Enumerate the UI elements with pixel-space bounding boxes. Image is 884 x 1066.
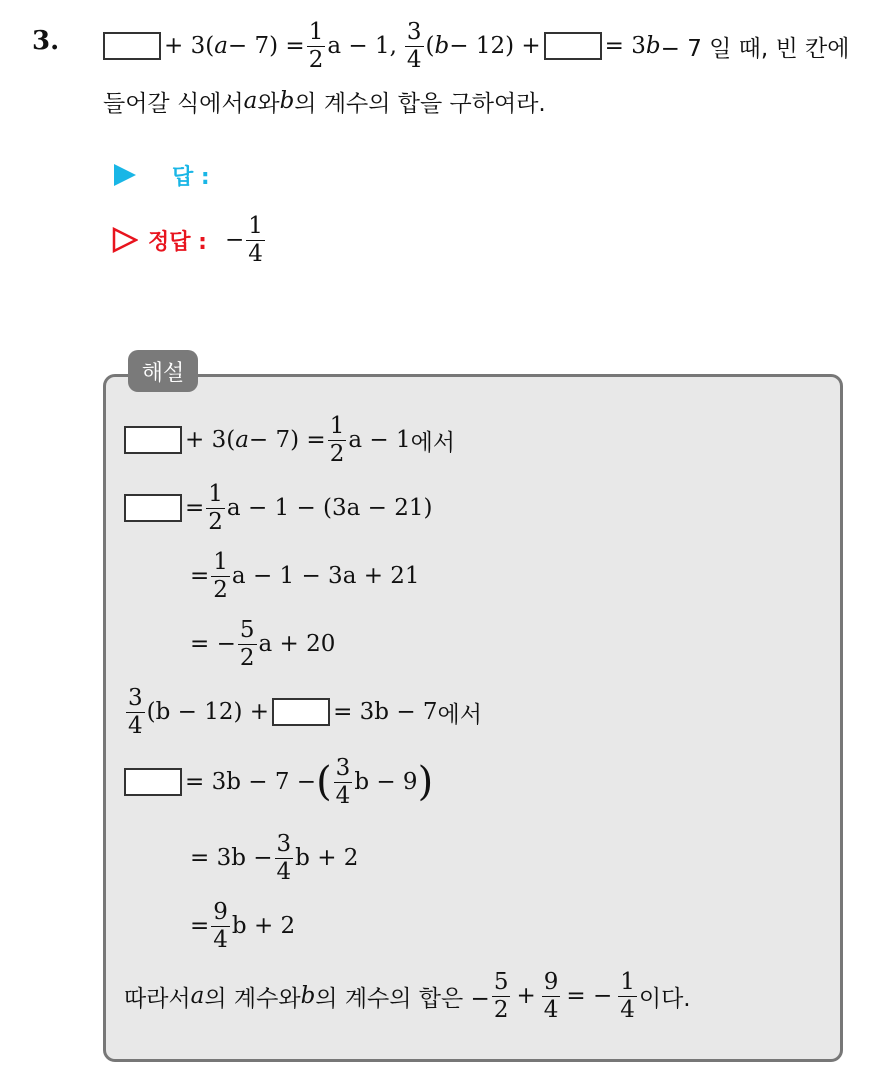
text: = 3 bbox=[604, 33, 646, 59]
text: = 3b − 7 − bbox=[185, 769, 317, 795]
numerator: 3 bbox=[128, 684, 143, 711]
numerator: 3 bbox=[335, 754, 351, 781]
var-b: b bbox=[434, 33, 450, 59]
solution-line-2 bbox=[124, 480, 433, 536]
blank-box bbox=[124, 426, 182, 454]
var-a: a bbox=[214, 33, 228, 59]
denominator: 4 bbox=[213, 926, 228, 953]
denominator: 4 bbox=[335, 782, 351, 809]
text: 이다. bbox=[638, 985, 691, 1012]
numerator: 1 bbox=[208, 480, 223, 507]
text: 따라서 bbox=[124, 985, 191, 1012]
text: b + 2 bbox=[231, 913, 296, 939]
solution-line-5 bbox=[124, 684, 482, 740]
text: (b − 12) + bbox=[146, 699, 270, 725]
denominator: 4 bbox=[276, 858, 292, 885]
denominator: 2 bbox=[308, 46, 324, 73]
text: ( bbox=[425, 33, 435, 59]
denominator: 4 bbox=[248, 240, 263, 267]
var-a: a bbox=[243, 88, 258, 114]
numerator: 1 bbox=[213, 548, 228, 575]
text: a − 1 − 3a + 21 bbox=[231, 563, 420, 589]
solution-line-8 bbox=[190, 898, 295, 954]
answer-row bbox=[112, 160, 210, 190]
solution-line-1 bbox=[124, 412, 455, 468]
fraction bbox=[126, 684, 145, 739]
fraction bbox=[238, 616, 257, 671]
problem-line-1 bbox=[100, 20, 850, 72]
text: + 3( bbox=[185, 427, 236, 453]
play-triangle-icon bbox=[112, 162, 138, 188]
correct-answer-row bbox=[112, 210, 267, 270]
correct-answer-label: 정답 : bbox=[148, 229, 207, 255]
text: − 12) + bbox=[449, 33, 541, 59]
text: = 3b − 7 bbox=[333, 699, 438, 725]
numerator: 1 bbox=[329, 412, 345, 439]
problem-line-2 bbox=[103, 84, 546, 118]
text: + bbox=[516, 983, 536, 1009]
fraction bbox=[275, 830, 294, 885]
solution-line-3 bbox=[190, 548, 420, 604]
text: 의 계수의 합을 구하여라. bbox=[294, 90, 546, 117]
solution-line-7 bbox=[190, 830, 358, 886]
blank-box bbox=[124, 494, 182, 522]
text: 에서 bbox=[410, 429, 456, 456]
denominator: 4 bbox=[406, 46, 422, 73]
solution-line-4 bbox=[190, 616, 335, 672]
fraction bbox=[542, 968, 561, 1023]
fraction bbox=[307, 18, 326, 73]
text: b − 9 bbox=[354, 769, 418, 795]
denominator: 4 bbox=[543, 996, 559, 1023]
numerator: 9 bbox=[543, 968, 559, 995]
outline-triangle-icon bbox=[112, 227, 138, 253]
correct-fraction bbox=[246, 212, 265, 267]
text: = 3b − bbox=[190, 845, 273, 871]
numerator: 3 bbox=[276, 830, 292, 857]
fraction bbox=[618, 968, 637, 1023]
text: 에서 bbox=[437, 701, 482, 728]
numerator: 5 bbox=[239, 616, 255, 643]
numerator: 1 bbox=[620, 968, 635, 995]
text: = bbox=[190, 913, 210, 939]
text: + 3( bbox=[164, 33, 215, 59]
text: 와 bbox=[257, 90, 280, 117]
blank-box-1 bbox=[103, 32, 161, 60]
right-paren: ) bbox=[417, 759, 434, 805]
numerator: 1 bbox=[248, 212, 263, 239]
denominator: 2 bbox=[329, 440, 345, 467]
fraction bbox=[492, 968, 511, 1023]
var-a: a bbox=[190, 983, 205, 1009]
text: b + 2 bbox=[295, 845, 359, 871]
text: = bbox=[190, 563, 210, 589]
numerator: 9 bbox=[213, 898, 228, 925]
fraction bbox=[328, 412, 347, 467]
left-paren: ( bbox=[316, 759, 332, 805]
denominator: 2 bbox=[493, 996, 509, 1023]
text: − 7) = bbox=[227, 33, 305, 59]
correct-sign: − bbox=[224, 227, 245, 253]
denominator: 4 bbox=[128, 712, 143, 739]
text: − 7) = bbox=[248, 427, 326, 453]
text: a − 1, bbox=[327, 33, 397, 59]
text: 의 계수의 합은 − bbox=[315, 985, 490, 1012]
fraction bbox=[334, 754, 353, 809]
text: a − 1 − (3a − 21) bbox=[226, 495, 433, 521]
var-b: b bbox=[645, 33, 661, 59]
fraction bbox=[206, 480, 225, 535]
text: = bbox=[185, 495, 205, 521]
denominator: 2 bbox=[239, 644, 255, 671]
numerator: 5 bbox=[493, 968, 509, 995]
solution-line-9 bbox=[124, 966, 691, 1026]
var-b: b bbox=[300, 983, 316, 1009]
text: a + 20 bbox=[258, 631, 336, 657]
denominator: 2 bbox=[208, 508, 223, 535]
denominator: 4 bbox=[620, 996, 635, 1023]
answer-label: 답 : bbox=[172, 164, 210, 190]
blank-box-2 bbox=[544, 32, 602, 60]
text: − 7 일 때, 빈 칸에 bbox=[660, 35, 850, 62]
var-a: a bbox=[235, 427, 249, 453]
blank-box bbox=[124, 768, 182, 796]
var-b: b bbox=[279, 88, 295, 114]
text: 들어갈 식에서 bbox=[103, 90, 244, 117]
blank-box bbox=[272, 698, 330, 726]
denominator: 2 bbox=[213, 576, 228, 603]
fraction bbox=[405, 18, 424, 73]
solution-line-6 bbox=[124, 752, 433, 812]
fraction bbox=[211, 898, 230, 953]
text: = − bbox=[566, 983, 613, 1009]
numerator: 3 bbox=[406, 18, 422, 45]
text: = − bbox=[190, 631, 236, 657]
text: 의 계수와 bbox=[204, 985, 301, 1012]
problem-number: 3. bbox=[32, 26, 60, 56]
solution-tab: 해설 bbox=[128, 350, 198, 392]
numerator: 1 bbox=[308, 18, 324, 45]
fraction bbox=[211, 548, 230, 603]
text: a − 1 bbox=[348, 427, 411, 453]
